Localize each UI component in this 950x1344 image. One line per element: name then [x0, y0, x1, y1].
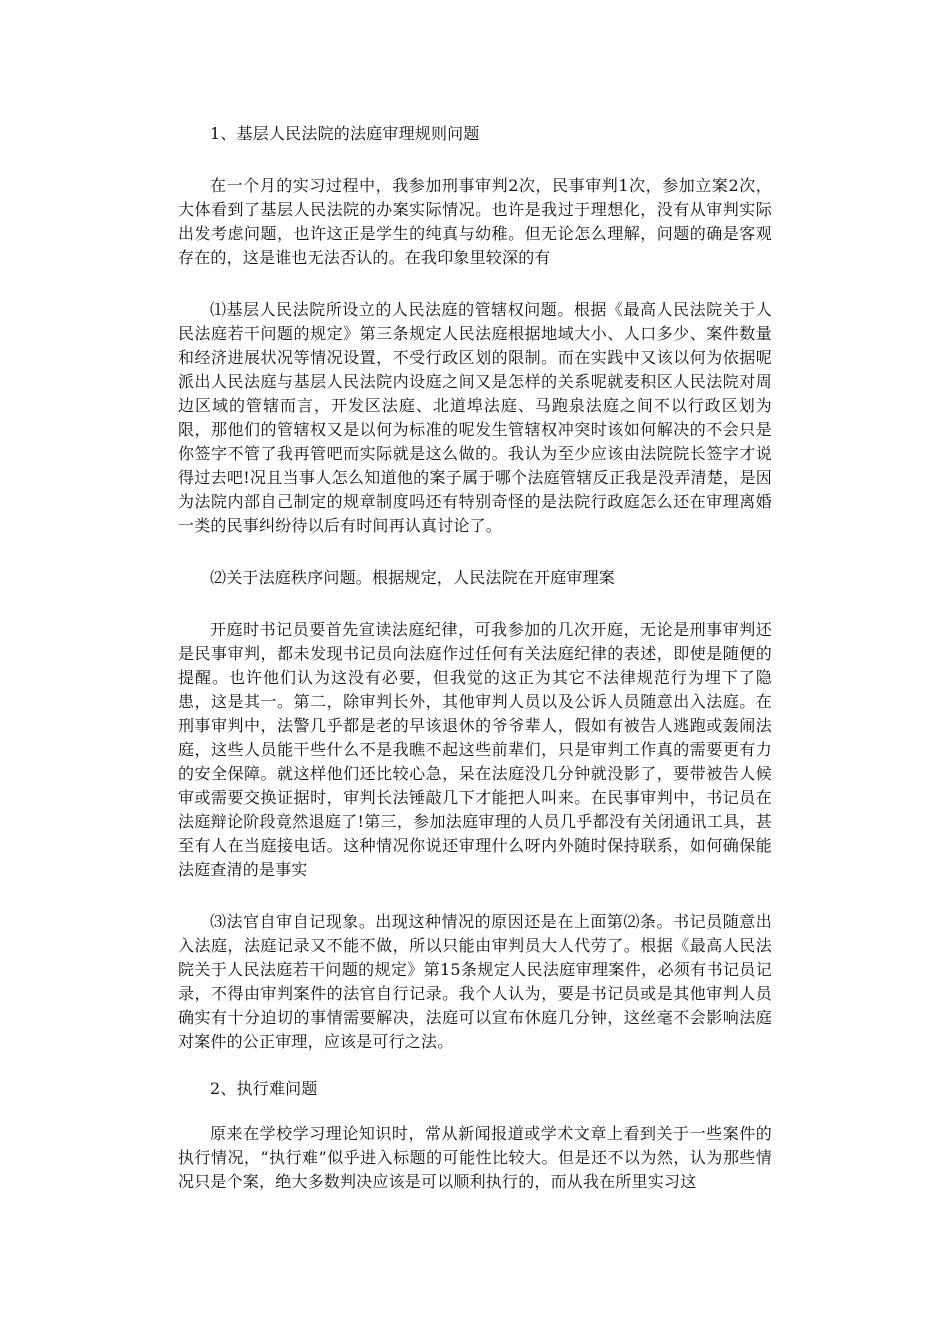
- spacer: [178, 146, 772, 174]
- paragraph-judge-self-recording: ⑶法官自审自记现象。出现这种情况的原因还是在上面第⑵条。书记员随意出入法庭，法庭记录又不能不做，所以只能由审判员大人代劳了。根据《最高人民法院关于人民法庭若干问题的规定》第15条规定人民法庭审理案件，必须有书记员记录，不得由审判案件的法官自行记录。我个人认为，要是书记员或是其他审判人员确实有十分迫切的事情需要解决，法庭可以宣布休庭几分钟，这丝毫不会影响法庭对案件的公正审理，应该是可行之法。: [178, 912, 772, 1051]
- spacer: [178, 538, 772, 566]
- spacer: [178, 1101, 772, 1122]
- document-body: [178, 122, 772, 1194]
- section-heading-1: 1、基层人民法院的法庭审理规则问题: [210, 124, 480, 143]
- paragraph-court-order-issue: ⑵关于法庭秩序问题。根据规定，人民法院在开庭审理案: [210, 568, 616, 587]
- spacer: [178, 590, 772, 618]
- spacer: [178, 1054, 772, 1077]
- paragraph-internship-overview: 在一个月的实习过程中，我参加刑事审判2次，民事审判1次，参加立案2次，大体看到了基层人民法院的办案实际情况。也许是我过于理想化，没有从审判实际出发考虑问题，也许这正是学生的纯真与幼稚。但无论怎么理解，问题的确是客观存在的，这是谁也无法否认的。在我印象里较深的有: [178, 176, 772, 267]
- section-heading-2: 2、执行难问题: [210, 1079, 318, 1098]
- paragraph-enforcement-difficulty: 原来在学校学习理论知识时，常从新闻报道或学术文章上看到关于一些案件的执行情况，“执行难”似乎进入标题的可能性比较大。但是还不以为然，认为那些情况只是个案，绝大多数判决应该是可以顺利执行的，而从我在所里实习这: [178, 1124, 772, 1191]
- spacer: [178, 882, 772, 910]
- spacer: [178, 270, 772, 298]
- paragraph-court-discipline: 开庭时书记员要首先宣读法庭纪律，可我参加的几次开庭，无论是刑事审判还是民事审判，都未发现书记员向法庭作过任何有关法庭纪律的表述，即使是随便的提醒。也许他们认为这没有必要，但我觉的这正为其它不法律规范行为埋下了隐患，这是其一。第二，除审判长外，其他审判人员以及公诉人员随意出入法庭。在刑事审判中，法警几乎都是老的早该退休的爷爷辈人，假如有被告人逃跑或轰闹法庭，这些人员能干些什么不是我瞧不起这些前辈们，只是审判工作真的需要更有力的安全保障。就这样他们还比较心急，呆在法庭没几分钟就没影了，要带被告人候审或需要交换证据时，审判长法锤敲几下才能把人叫来。在民事审判中，书记员在法庭辩论阶段竟然退庭了!第三，参加法庭审理的人员几乎都没有关闭通讯工具，甚至有人在当庭接电话。这种情况你说还审理什么呀内外随时保持联系，如何确保能法庭查清的是事实: [178, 620, 772, 879]
- paragraph-jurisdiction-issue: ⑴基层人民法院所设立的人民法庭的管辖权问题。根据《最高人民法院关于人民法庭若干问题的规定》第三条规定人民法庭根据地域大小、人口多少、案件数量和经济进展状况等情况设置，不受行政区划的限制。而在实践中又该以何为依据呢派出人民法庭与基层人民法院内设庭之间又是怎样的关系呢就麦积区人民法院对周边区域的管辖而言，开发区法庭、北道埠法庭、马跑泉法庭之间不以行政区划为限，那他们的管辖权又是以何为标准的呢发生管辖权冲突时该如何解决的不会只是你签字不管了我再管吧而实际就是这么做的。我认为至少应该由法院院长签字才说得过去吧!况且当事人怎么知道他的案子属于哪个法庭管辖反正我是没弄清楚，是因为法院内部自己制定的规章制度吗还有特别奇怪的是法院行政庭怎么还在审理离婚一类的民事纠纷待以后有时间再认真讨论了。: [178, 300, 772, 535]
